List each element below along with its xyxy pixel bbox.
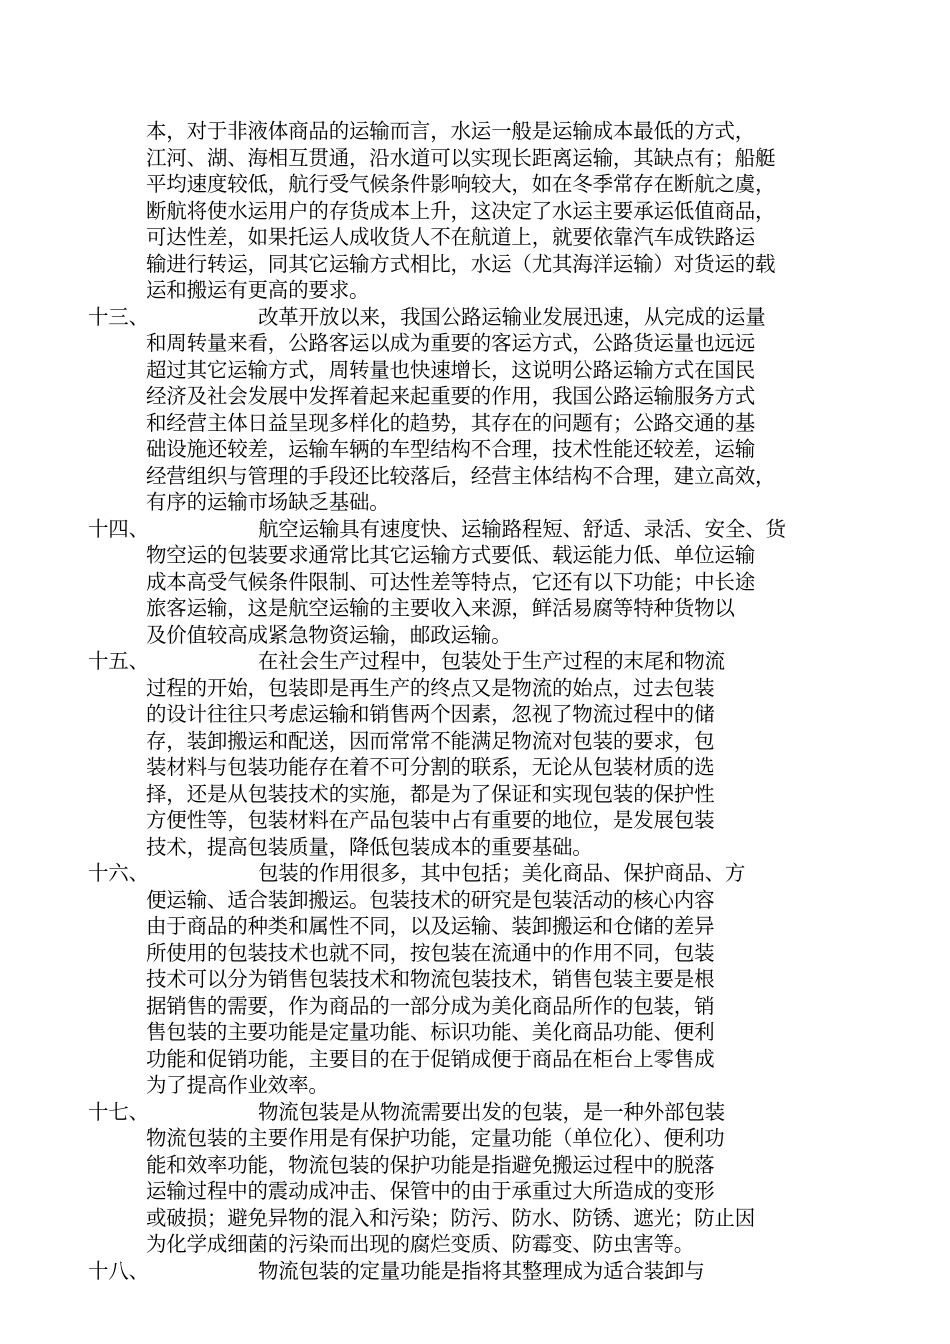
text-line: 由于商品的种类和属性不同，以及运输、装卸搬运和仓储的差异 bbox=[146, 914, 715, 938]
continuation-paragraph bbox=[88, 118, 828, 1284]
text-line: 物流包装的定量功能是指将其整理成为适合装卸与 bbox=[258, 1258, 705, 1283]
item-first-line bbox=[88, 1258, 828, 1285]
text-line: 断航将使水运用户的存货成本上升，这决定了水运主要承运低值商品， bbox=[146, 198, 776, 223]
item-14 bbox=[88, 516, 828, 649]
text-line: 经济及社会发展中发挥着起来起重要的作用，我国公路运输服务方式 bbox=[146, 384, 755, 408]
item-13 bbox=[88, 304, 828, 516]
text-line: 在社会生产过程中，包装处于生产过程的末尾和物流 bbox=[258, 649, 725, 673]
item-number: 十六、 bbox=[88, 861, 149, 885]
text-line: 方便性等，包装材料在产品包装中占有重要的地位，是发展包装 bbox=[146, 808, 715, 832]
text-line: 经营组织与管理的手段还比较落后，经营主体结构不合理，建立高效， bbox=[146, 463, 776, 488]
text-line: 础设施还较差，运输车辆的车型结构不合理，技术性能还较差，运输 bbox=[146, 437, 755, 461]
text-line: 本，对于非液体商品的运输而言，水运一般是运输成本最低的方式， bbox=[146, 119, 755, 143]
text-line: 输进行转运，同其它运输方式相比，水运（尤其海洋运输）对货运的载 bbox=[146, 251, 776, 276]
item-first-line bbox=[88, 648, 828, 675]
text-line: 过程的开始，包装即是再生产的终点又是物流的始点，过去包装 bbox=[146, 675, 715, 700]
item-16 bbox=[88, 860, 828, 1099]
text-line: 择，还是从包装技术的实施，都是为了保证和实现包装的保护性 bbox=[146, 781, 715, 806]
text-line: 物流包装的主要作用是有保护功能，定量功能（单位化）、便利功 bbox=[146, 1126, 725, 1150]
text-line: 为了提高作业效率。 bbox=[146, 1073, 329, 1097]
text-line: 物空运的包装要求通常比其它运输方式要低、载运能力低、单位运输 bbox=[146, 543, 755, 567]
item-18 bbox=[88, 1258, 828, 1285]
text-line: 平均速度较低，航行受气候条件影响较大，如在冬季常存在断航之虞， bbox=[146, 172, 776, 196]
text-line: 存，装卸搬运和配送，因而常常不能满足物流对包装的要求，包 bbox=[146, 728, 715, 753]
item-number: 十八、 bbox=[88, 1258, 149, 1283]
text-line: 旅客运输，这是航空运输的主要收入来源，鲜活易腐等特种货物以 bbox=[146, 596, 735, 620]
text-line: 技术，提高包装质量，降低包装成本的重要基础。 bbox=[146, 834, 593, 859]
item-number: 十四、 bbox=[88, 516, 149, 541]
text-line: 运和搬运有更高的要求。 bbox=[146, 278, 370, 302]
text-line: 为化学成细菌的污染而出现的腐烂变质、防霉变、防虫害等。 bbox=[146, 1232, 695, 1256]
text-line: 包装的作用很多，其中包括；美化商品、保护商品、方 bbox=[258, 861, 746, 885]
text-line: 和周转量来看，公路客运以成为重要的客运方式，公路货运量也远远 bbox=[146, 331, 755, 355]
text-line: 航空运输具有速度快、运输路程短、舒适、录活、安全、货 bbox=[258, 516, 786, 541]
item-number: 十三、 bbox=[88, 304, 149, 329]
text-line: 和经营主体日益呈现多样化的趋势，其存在的问题有；公路交通的基 bbox=[146, 410, 755, 435]
text-line: 所使用的包装技术也就不同，按包装在流通中的作用不同，包装 bbox=[146, 940, 715, 965]
text-line: 有序的运输市场缺乏基础。 bbox=[146, 490, 390, 514]
text-line: 物流包装是从物流需要出发的包装，是一种外部包装 bbox=[258, 1099, 725, 1124]
item-first-line bbox=[88, 1099, 828, 1126]
text-line: 超过其它运输方式，周转量也快速增长，这说明公路运输方式在国民 bbox=[146, 357, 755, 382]
item-first-line bbox=[88, 860, 828, 887]
text-line: 及价值较高成紧急物资运输，邮政运输。 bbox=[146, 622, 512, 647]
text-line: 的设计往往只考虑运输和销售两个因素，忽视了物流过程中的储 bbox=[146, 702, 715, 726]
text-line: 能和效率功能，物流包装的保护功能是指避免搬运过程中的脱落 bbox=[146, 1152, 715, 1177]
item-number: 十七、 bbox=[88, 1099, 149, 1124]
text-line: 技术可以分为销售包装技术和物流包装技术，销售包装主要是根 bbox=[146, 967, 715, 991]
item-first-line bbox=[88, 304, 828, 331]
item-17 bbox=[88, 1099, 828, 1258]
text-line: 成本高受气候条件限制、可达性差等特点，它还有以下功能；中长途 bbox=[146, 569, 755, 594]
text-line: 运输过程中的震动成冲击、保管中的由于承重过大所造成的变形 bbox=[146, 1179, 715, 1203]
text-line: 据销售的需要，作为商品的一部分成为美化商品所作的包装，销 bbox=[146, 993, 715, 1018]
text-line: 售包装的主要功能是定量功能、标识功能、美化商品功能、便利 bbox=[146, 1020, 715, 1044]
item-first-line bbox=[88, 516, 828, 543]
text-line: 改革开放以来，我国公路运输业发展迅速，从完成的运量 bbox=[258, 304, 766, 329]
text-line: 可达性差，如果托运人成收货人不在航道上，就要依靠汽车成铁路运 bbox=[146, 225, 755, 249]
text-line: 江河、湖、海相互贯通，沿水道可以实现长距离运输，其缺点有；船艇 bbox=[146, 145, 776, 170]
text-line: 便运输、适合装卸搬运。包装技术的研究是包装活动的核心内容 bbox=[146, 887, 715, 912]
item-number: 十五、 bbox=[88, 649, 149, 673]
item-15 bbox=[88, 648, 828, 860]
text-line: 功能和促销功能，主要目的在于促销成便于商品在柜台上零售成 bbox=[146, 1046, 715, 1071]
text-line: 或破损；避免异物的混入和污染；防污、防水、防锈、遮光；防止因 bbox=[146, 1205, 755, 1230]
text-line: 装材料与包装功能存在着不可分割的联系，无论从包装材质的选 bbox=[146, 755, 715, 779]
